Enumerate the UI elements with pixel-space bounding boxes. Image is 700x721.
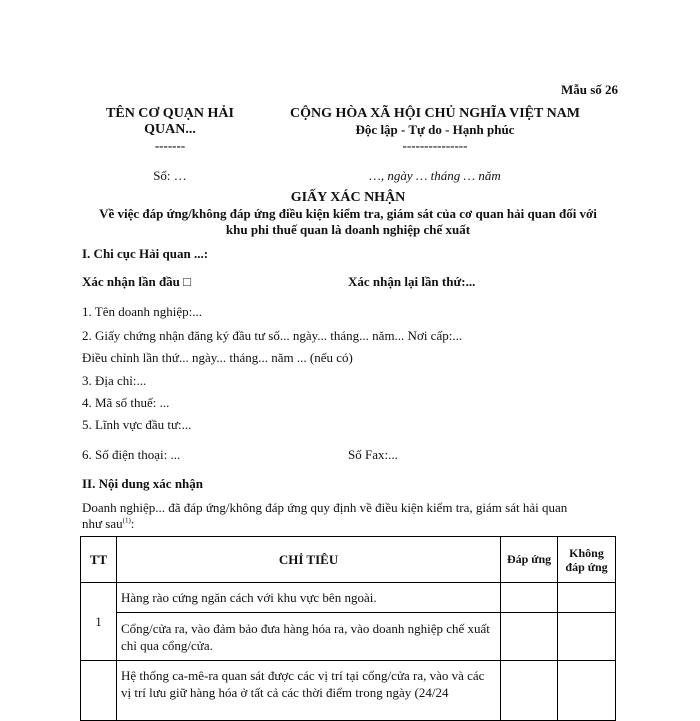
criteria-table — [80, 536, 616, 721]
row-meets-cell[interactable] — [501, 613, 558, 661]
row-tt — [81, 661, 117, 721]
national-rule: --------------- — [402, 138, 468, 153]
table-row — [81, 661, 616, 721]
national-motto: Độc lập - Tự do - Hạnh phúc — [355, 122, 515, 137]
document-subtitle-line1: Về việc đáp ứng/không đáp ứng điều kiện kiểm tra, giám sát của cơ quan hải quan đối với — [99, 206, 597, 221]
date-line: …, ngày … tháng … năm — [369, 168, 501, 183]
section2-intro-line1: Doanh nghiệp... đã đáp ứng/không đáp ứng quy định về điều kiện kiểm tra, giám sát hải quan — [82, 500, 568, 515]
field-adjustment: Điều chỉnh lần thứ... ngày... tháng... năm ... (nếu có) — [82, 350, 353, 365]
row-meets-cell[interactable] — [501, 583, 558, 613]
field-tax-code: 4. Mã số thuế: ... — [82, 395, 170, 410]
agency-name-line2: QUAN... — [144, 122, 196, 137]
row-meets-cell[interactable] — [501, 661, 558, 721]
header-meets: Đáp ứng — [501, 537, 558, 583]
field-phone: 6. Số điện thoại: ... — [82, 447, 181, 462]
field-fax: Số Fax:... — [348, 447, 398, 462]
national-title: CỘNG HÒA XÃ HỘI CHỦ NGHĨA VIỆT NAM — [289, 106, 580, 121]
header-criteria: CHỈ TIÊU — [116, 537, 500, 583]
document-number: Số: … — [153, 168, 187, 183]
row-not-meets-cell[interactable] — [558, 661, 616, 721]
table-row — [81, 613, 616, 661]
row-tt: 1 — [81, 583, 117, 661]
header-not-meets — [558, 537, 616, 583]
form-number: Mẫu số 26 — [560, 82, 618, 97]
document-title: GIẤY XÁC NHẬN — [290, 190, 406, 205]
row-not-meets-cell[interactable] — [558, 583, 616, 613]
row-criteria: Hàng rào cứng ngăn cách với khu vực bên ngoài. — [116, 583, 500, 613]
footnote-marker: (1) — [122, 516, 131, 525]
document-subtitle-line2: khu phi thuế quan là doanh nghiệp chế xuất — [225, 222, 471, 237]
section1-heading: I. Chi cục Hải quan ...: — [82, 246, 209, 261]
header-not-meets-line2: đáp ứng — [565, 559, 608, 574]
first-confirmation: Xác nhận lần đầu □ — [82, 274, 192, 289]
row-not-meets-cell[interactable] — [558, 613, 616, 661]
row-criteria: Cổng/cửa ra, vào đảm bảo đưa hàng hóa ra, vào doanh nghiệp chế xuất chỉ qua cổng/cửa. — [116, 613, 500, 661]
field-address: 3. Địa chỉ:... — [82, 373, 147, 388]
header-tt: TT — [81, 537, 117, 583]
table-header-row — [81, 537, 616, 583]
field-investment-sector: 5. Lĩnh vực đầu tư:... — [82, 417, 192, 432]
section2-intro-line2: như sau$^{(1)}$: — [82, 516, 135, 531]
reconfirmation: Xác nhận lại lần thứ:... — [348, 274, 476, 289]
header-not-meets-line1: Không — [569, 545, 604, 560]
table-row — [81, 583, 616, 613]
section2-heading: II. Nội dung xác nhận — [82, 476, 204, 491]
agency-rule: ------- — [154, 138, 186, 153]
row-criteria: Hệ thống ca-mê-ra quan sát được các vị trí tại cổng/cửa ra, vào và các vị trí lưu giữ hàng hóa ở tất cả các thời điểm trong ngày (24/24 — [116, 661, 500, 721]
field-investment-certificate: 2. Giấy chứng nhận đăng ký đầu tư số... ngày... tháng... năm... Nơi cấp:... — [82, 328, 463, 343]
agency-name-line1: TÊN CƠ QUẠN HẢI — [106, 106, 234, 121]
field-company-name: 1. Tên doanh nghiệp:... — [82, 304, 202, 319]
